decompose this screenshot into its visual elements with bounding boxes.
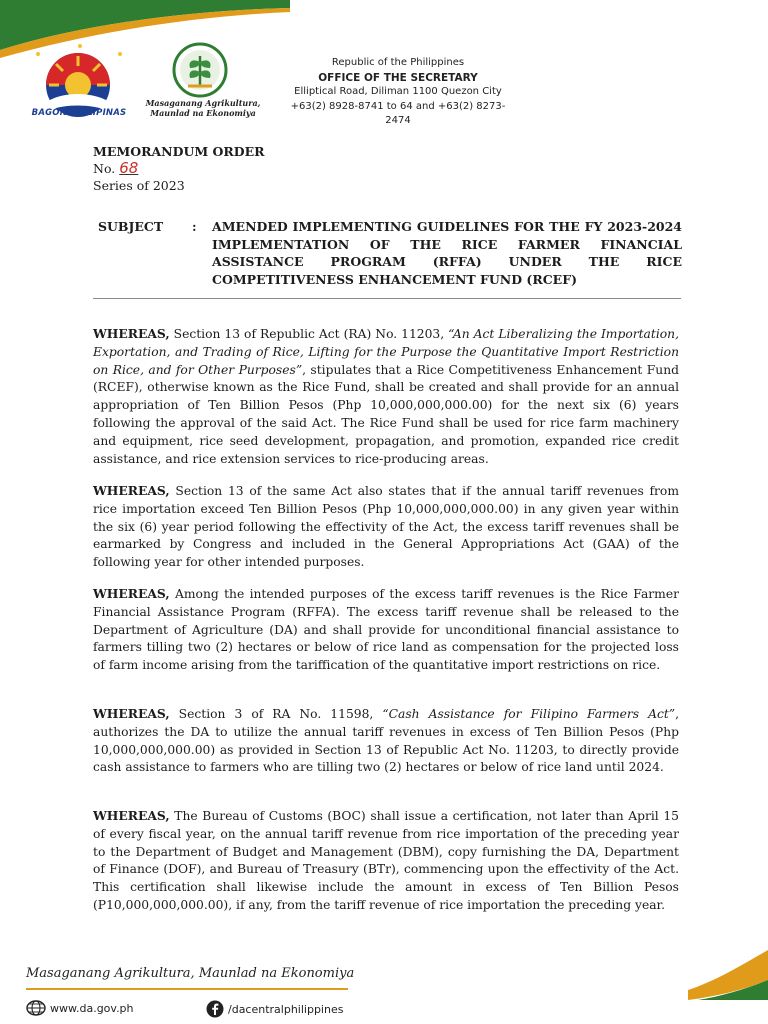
paragraph-text: Section 13 of Republic Act (RA) No. 11203, (169, 327, 449, 341)
republic-line: Republic of the Philippines (331, 57, 465, 68)
memo-number-line (93, 160, 265, 177)
memo-number: 68 (119, 159, 139, 177)
subject-colon: : (192, 219, 197, 234)
facebook-icon (206, 1000, 224, 1018)
whereas-lead: WHEREAS, (93, 808, 170, 823)
footer-facebook[interactable] (206, 1000, 343, 1018)
da-caption-line2: Maunlad na Ekonomiya (150, 108, 256, 118)
memorandum-block (93, 143, 265, 194)
memo-series: Series of 2023 (93, 178, 185, 193)
whereas-lead: WHEREAS, (93, 483, 170, 498)
paragraph-text: Section 13 of the same Act also states that if the annual tariff revenues from rice importation exceed Ten Billion Pesos (Php 10,000,000,000.00) in any given year within the six (6) year period following the effectivity of the Act, the excess tariff revenues shall be earmarked by Congress and included in the General Appropriations Act (GAA) of the following year for other intended purposes. (93, 484, 679, 570)
whereas-paragraph-3 (93, 585, 679, 675)
whereas-paragraph-5 (93, 807, 679, 915)
paragraph-text: Section 3 of RA No. 11598, (169, 707, 383, 721)
memo-no-label: No. (93, 161, 116, 176)
whereas-paragraph-1 (93, 325, 679, 468)
corner-decoration (688, 950, 768, 1000)
subject-text: AMENDED IMPLEMENTING GUIDELINES FOR THE FY 2023-2024 IMPLEMENTATION OF THE RICE FARMER FINANCIAL ASSISTANCE PROGRAM (RFFA) UNDER THE RICE COMPETITIVENESS ENHANCEMENT FUND (RCEF) (212, 219, 682, 287)
paragraph-text: , authorizes the DA to utilize the annual tariff revenues in excess of Ten Billion Pesos (Php 10,000,000,000.00) as provided in Section 13 of Republic Act No. 11203, to directly provide cash assistance to farmers who are tilling two (2) hectares or below of rice land until 2024. (93, 707, 679, 775)
whereas-paragraph-2 (93, 482, 679, 572)
bagong-pilipinas-wordmark: BAGONG PILIPINAS (31, 108, 127, 118)
da-seal-caption (140, 98, 266, 118)
paragraph-text: , stipulates that a Rice Competitiveness Enhancement Fund (RCEF), otherwise known as the Rice Fund, shall be created and shall provide for an annual appropriation of Ten Billion Pesos (Php 10,000,000,000.00) for the next six (6) years following the approval of the said Act. The Rice Fund shall be used for rice farm machinery and equipment, rice seed development, propagation, and promotion, expanded rice credit assistance, and rice extension services to rice-producing areas. (93, 362, 679, 466)
address-line: Elliptical Road, Diliman 1100 Quezon City (294, 86, 502, 97)
footer-website[interactable] (26, 1000, 134, 1016)
department-of-agriculture-seal (160, 40, 240, 98)
office-line: OFFICE OF THE SECRETARY (318, 71, 478, 84)
globe-icon (26, 1000, 46, 1016)
paragraph-text: The Bureau of Customs (BOC) shall issue a certification, not later than April 15 of every fiscal year, on the annual tariff revenue from rice importation of the preceding year to the Department of Budget and Management (DBM), copy furnishing the DA, Department of Finance (DOF), and Bureau of Treasury (BTr), commencing upon the effectivity of the Act. This certification shall likewise include the amount in excess of Ten Billion Pesos (P10,000,000,000.00), if any, from the tariff revenue of rice importation the preceding year. (93, 809, 679, 912)
da-caption-line1: Masaganang Agrikultura, (145, 98, 261, 108)
act-title: “An Act Liberalizing the Importation, Exportation, and Trading of Rice, Lifting for the Purpose the Quantitative Import Restriction on Rice, and for Other Purposes” (93, 327, 679, 377)
whereas-paragraph-4 (93, 705, 679, 777)
subject-label: SUBJECT (98, 219, 164, 234)
footer-motto: Masaganang Agrikultura, Maunlad na Ekonomiya (26, 966, 355, 981)
letterhead (278, 56, 518, 129)
paragraph-text: Among the intended purposes of the excess tariff revenues is the Rice Farmer Financial Assistance Program (RFFA). The excess tariff revenue shall be released to the Department of Agriculture (DA) and shall provide for unconditional financial assistance to farmers tilling two (2) hectares or below of rice land as compensation for the projected loss of farm income arising from the tariffication of the quantitative import restrictions on rice. (93, 587, 679, 673)
subject-divider (93, 298, 681, 299)
whereas-lead: WHEREAS, (93, 326, 170, 341)
footer-divider (26, 988, 348, 990)
website-text[interactable]: www.da.gov.ph (50, 1001, 134, 1015)
phone-line: +63(2) 8928-8741 to 64 and +63(2) 8273-2474 (290, 100, 506, 126)
memo-title: MEMORANDUM ORDER (93, 144, 265, 159)
whereas-lead: WHEREAS, (93, 586, 170, 601)
whereas-lead: WHEREAS, (93, 706, 170, 721)
act-title: “Cash Assistance for Filipino Farmers Act” (382, 707, 676, 721)
facebook-text[interactable]: /dacentralphilippines (228, 1002, 344, 1016)
